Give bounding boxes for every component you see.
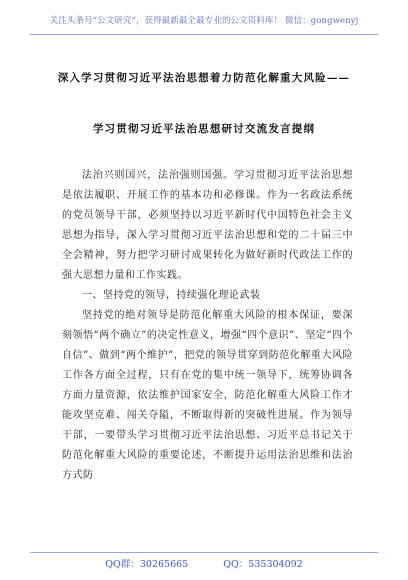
- document-title: 深入学习贯彻习近平法治思想着力防范化解重大风险——: [57, 72, 351, 84]
- header-divider: [30, 34, 378, 35]
- footer-qq-group: QQ群：30265665: [105, 559, 189, 570]
- footer-divider: [30, 552, 378, 553]
- document-body: [62, 166, 353, 486]
- section-heading: 一、坚持党的领导，持续强化理论武装: [82, 290, 261, 301]
- paragraph-section1: 坚持党的绝对领导是防范化解重大风险的根本保证，要深刻领悟“两个确立”的决定性意义，增强“四个意识”、坚定“四个自信”、做到“两个维护”，把党的领导贯穿到防范化解重大风险工作各方面全过程，只有在党的集中统一领导下，统筹协调各方面力量资源，依法维护国家安全，防范化解重大风险工作才能攻坚克难、闯关夺隘，不断取得新的突破性进展。作为领导干部，一要带头学习贯彻习近平法治思想、习近平总书记关于防范化解重大风险的重要论述，不断提升运用法治思维和法治方式防: [62, 310, 353, 481]
- paragraph-intro: 法治兴则国兴，法治强则国强。学习贯彻习近平法治思想是依法履职、开展工作的基本功和必修课。作为一名政法系统的党员领导干部，必须坚持以习近平新时代中国特色社会主义思想为指导，深入学习贯彻习近平法治思想和党的二十届三中全会精神，努力把学习研讨成果转化为做好新时代政法工作的强大思想力量和工作实践。: [62, 170, 353, 281]
- page-footer: [30, 556, 378, 570]
- page-header-banner: 关注头条号“公文研究”，获得最新最全最专业的公文资料库！ 微信：gongwenyj: [49, 16, 359, 26]
- footer-qq-contact: QQ：535304092: [223, 559, 303, 570]
- document-subtitle: 学习贯彻习近平法治思想研讨交流发言提纲: [92, 123, 316, 135]
